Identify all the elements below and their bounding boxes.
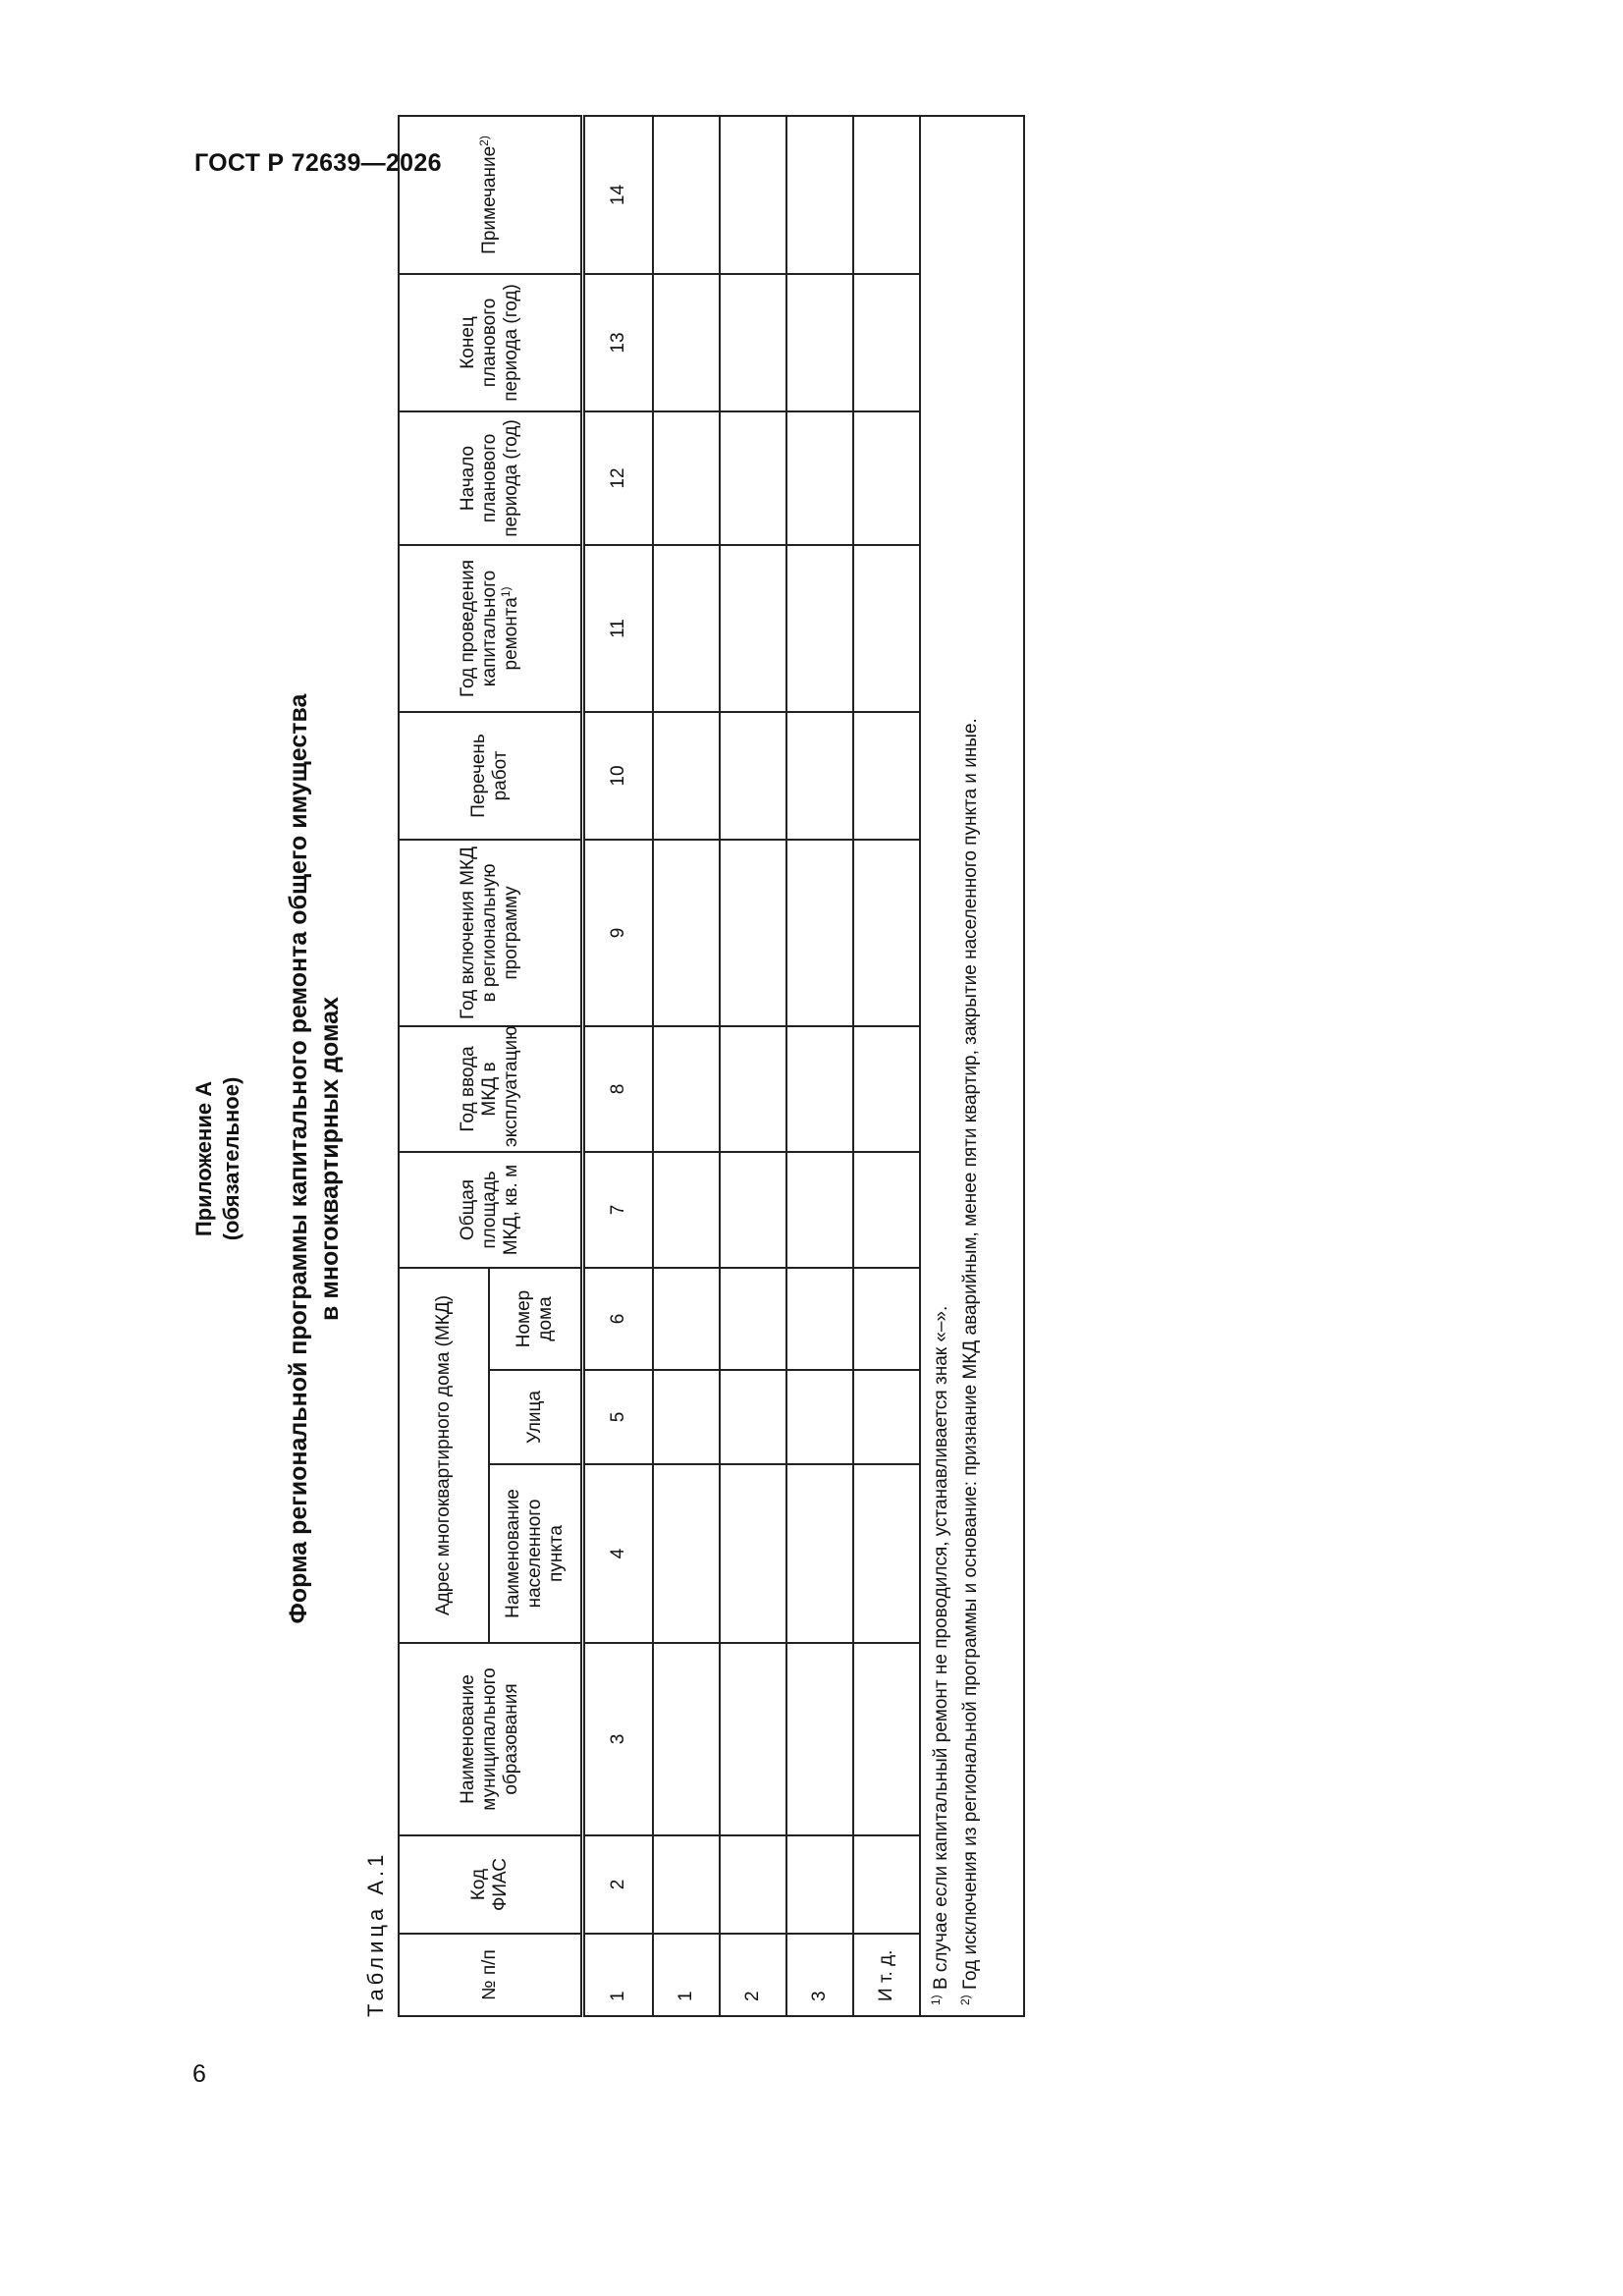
table-cell [720,712,786,840]
table-cell [653,411,720,545]
table-cell [786,116,853,274]
table-cell [720,1152,786,1268]
table-row [853,116,920,2016]
annex-heading [190,216,245,2102]
header-municipality: Наименование муниципального образования [399,1643,583,1835]
document-code: ГОСТ Р 72639—2026 [194,149,442,177]
table-cell [786,411,853,545]
table-cell [786,274,853,411]
table-cell [853,1643,920,1835]
header-remarks: Примечание$^{2)}$ [399,116,583,274]
header-settlement: Наименование населенного пункта [489,1464,583,1643]
form-title-line2: в многоквартирных домах [316,997,344,1321]
column-number: 13 [583,274,654,411]
table-cell [853,411,920,545]
table-cell [653,1268,720,1370]
header-num: № п/п [399,1934,583,2016]
column-number: 1 [583,1934,654,2016]
page-number: 6 [192,2060,206,2088]
header-area: Общая площадь МКД, кв. м [399,1152,583,1268]
table-row [786,116,853,2016]
table-cell [853,274,920,411]
table-cell [786,1026,853,1152]
table-cell [720,274,786,411]
header-inclusion-year: Год включения МКД в региональную программу [399,840,583,1026]
header-repair-year: Год проведения капитального ремонта$^{1)}$ [399,545,583,712]
table-cell [786,1835,853,1934]
header-plan-start: Начало планового периода (год) [399,411,583,545]
table-cell [653,1643,720,1835]
table-cell [720,1268,786,1370]
row-number: 1 [653,1934,720,2016]
table-cell [720,1643,786,1835]
table-cell [853,545,920,712]
header-works: Перечень работ [399,712,583,840]
table-cell [853,1152,920,1268]
footnote-2: $^{2)}$ Год исключения из региональной программы и основание: признание МКД аварийным, менее пяти квартир, закрытие населенного пункта и иные. [958,718,981,2005]
column-number: 7 [583,1152,654,1268]
table-cell [853,840,920,1026]
footnotes-row [920,116,1024,2016]
column-number: 11 [583,545,654,712]
column-number: 3 [583,1643,654,1835]
form-title-line1: Форма региональной программы капитального ремонта общего имущества [285,693,312,1624]
table-cell [653,545,720,712]
table-cell [853,1268,920,1370]
annex-title: Приложение А [191,1080,216,1237]
table-cell [720,1835,786,1934]
table-cell [853,1835,920,1934]
table-cell [853,712,920,840]
column-number-row [583,116,654,2016]
header-street: Улица [489,1370,583,1464]
table-cell [786,1152,853,1268]
table-cell [653,274,720,411]
table-caption: Таблица А.1 [363,1850,388,2017]
table-row [720,116,786,2016]
header-commission-year: Год ввода МКД в эксплуатацию [399,1026,583,1152]
table-cell [786,545,853,712]
table-cell [720,1464,786,1643]
column-number: 5 [583,1370,654,1464]
header-address-group: Адрес многоквартирного дома (МКД) [399,1268,489,1643]
header-plan-end: Конец планового периода (год) [399,274,583,411]
footnote-ref-1: 1) [499,586,513,598]
table-cell [653,840,720,1026]
table-cell [786,1370,853,1464]
table-cell [653,1152,720,1268]
column-number: 2 [583,1835,654,1934]
column-number: 4 [583,1464,654,1643]
annex-status: (обязательное) [219,1076,243,1241]
form-title [283,216,346,2102]
table-row [653,116,720,2016]
table-cell [720,116,786,274]
table-cell [653,1835,720,1934]
column-number: 12 [583,411,654,545]
table-cell [853,1464,920,1643]
table-cell [653,1464,720,1643]
table-cell [720,1026,786,1152]
header-fias: Код ФИАС [399,1835,583,1934]
table-cell [786,1268,853,1370]
table-cell [720,1370,786,1464]
column-number: 8 [583,1026,654,1152]
footnotes [920,116,1024,2016]
row-number: 3 [786,1934,853,2016]
column-number: 10 [583,712,654,840]
table-cell [653,1370,720,1464]
table-cell [786,1643,853,1835]
column-number: 6 [583,1268,654,1370]
table-cell [653,116,720,274]
table-cell [653,712,720,840]
table-cell [720,411,786,545]
table-cell [853,1370,920,1464]
table-cell [853,1026,920,1152]
row-number: 2 [720,1934,786,2016]
table-cell [653,1026,720,1152]
table-cell [720,840,786,1026]
table-cell [720,545,786,712]
footnote-1: $^{1)}$ В случае если капитальный ремонт не проводился, устанавливается знак «–». [929,1305,951,2005]
table-cell [786,840,853,1026]
footnote-ref-2: 2) [477,136,491,146]
table-cell [786,1464,853,1643]
table-cell [786,712,853,840]
row-number: И т. д. [853,1934,920,2016]
column-number: 14 [583,116,654,274]
column-number: 9 [583,840,654,1026]
program-form-table [398,115,1025,2017]
header-house: Номер дома [489,1268,583,1370]
table-cell [853,116,920,274]
